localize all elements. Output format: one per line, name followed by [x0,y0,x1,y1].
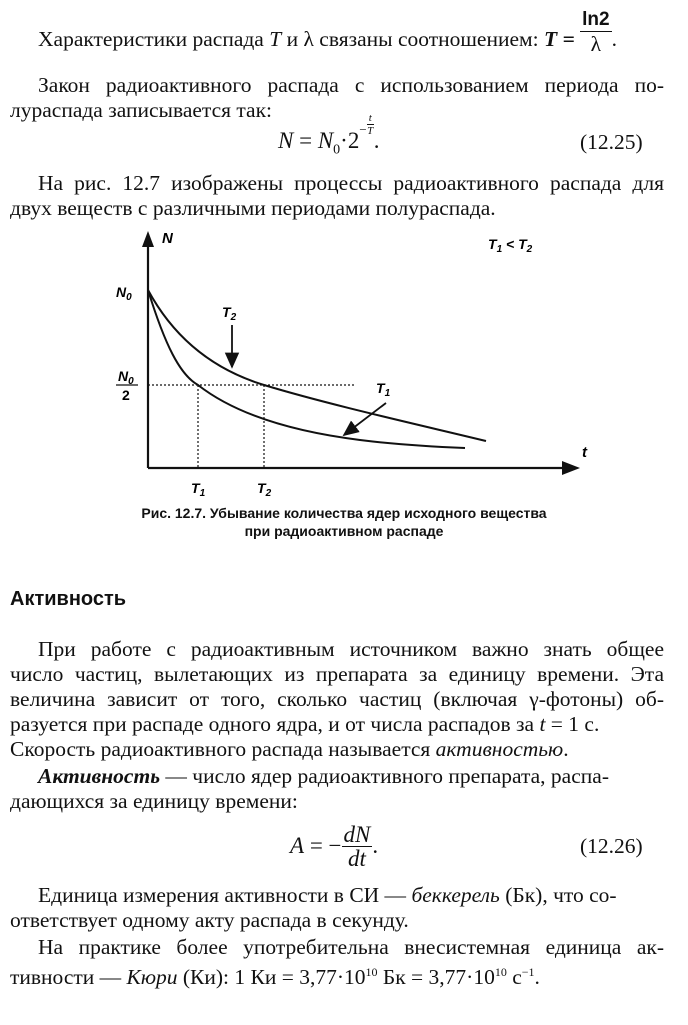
paragraph-activity-line5 [10,736,569,762]
equation-12-25 [278,112,380,164]
paragraph-law-line1: Закон радиоактивного распада с использованием периода по- [38,73,664,97]
x-axis-label: t [582,444,587,461]
text: Скорость радиоактивного распада называется [10,737,436,761]
text: . [563,737,569,761]
paragraph-becquerel-line1 [38,882,617,908]
paragraph-curie-line1: На практике более употребительна внесистемная единица ак- [38,935,664,959]
term-activity-bold: Активность [38,764,161,788]
text: тивности — [10,965,127,990]
text: Характеристики распада [38,27,270,51]
symbol-N: N [278,128,294,153]
text: (Ки): 1 Ки = 3,77·10 [177,965,366,990]
symbol-T: T [269,27,282,51]
paragraph-law-line2: лураспада записывается так: [10,98,273,122]
fraction-numerator: ln2 [582,8,610,30]
curve-label-t1: $T_1$ [376,380,391,399]
figure-caption-line2: при радиоактивном распаде [244,523,444,539]
period: . [372,832,379,858]
text: Единица измерения активности в СИ — [38,883,412,907]
paragraph-figure-intro-line2: двух веществ с различными периодами полураспада. [10,196,496,220]
period: . [611,27,617,51]
paragraph-activity-line4 [10,711,599,737]
fraction-denominator: dt [347,846,366,871]
fraction-denominator: λ [590,31,602,56]
n0-label: $N_0$ [116,284,132,303]
text: = 1 с. [545,712,600,736]
figure-caption-line1 [0,505,688,521]
figure-decay-curves [0,225,688,510]
equation-number-12-26: (12.26) [580,834,643,858]
exponent-minus: − [359,122,367,137]
superscript: 10 [494,965,507,979]
subscript-0: 0 [333,142,341,158]
equals-minus: = − [304,832,342,858]
symbol-A: A [290,832,305,858]
text: . [534,965,540,990]
term-becquerel: беккерель [411,883,500,907]
term-activity: активностью [435,737,564,761]
y-axis-arrow-icon [142,231,154,247]
paragraph-definition-line1 [38,763,609,789]
paragraph-activity-line2: число частиц, вылетающих из препарата за единицу времени. Эта [10,662,664,686]
paragraph-activity-line3: величина зависит от того, сколько частиц (включая γ-фотоны) об- [10,687,664,711]
paragraph-definition-line2: дающихся за единицу времени: [10,789,298,813]
decay-curve-t2 [148,290,486,441]
fraction-numerator: dN [343,822,371,847]
text: — число ядер радиоактивного препарата, распа- [160,764,609,788]
paragraph-activity-line1: При работе с радиоактивным источником важно знать общее [38,637,664,661]
dot-two: ·2 [340,128,360,153]
text: Бк = 3,77·10 [377,965,495,990]
curve-label-t2: $T_2$ [222,304,237,323]
text: связаны соотношением: [313,27,544,51]
text: и [281,27,304,51]
symbol-t: t [539,712,546,736]
superscript: −1 [521,965,535,979]
text: (Бк), что со- [499,883,617,907]
tick-label-t2: $T_2$ [257,480,272,499]
exponent-numerator: t [368,112,372,125]
paragraph-becquerel-line2: ответствует одному акту распада в секунду. [10,908,409,932]
paragraph-decay-relation [38,8,617,56]
tick-label-t1: $T_1$ [191,480,206,499]
symbol-lambda: λ [303,27,314,51]
equals: = [293,128,318,153]
section-heading: Активность [10,588,127,610]
half-label-denominator: 2 [122,387,130,403]
superscript: 10 [365,965,378,979]
symbol-N0: N [317,128,334,153]
caption-label: Рис. 12.7. [141,505,207,521]
fraction-dN-dt [342,824,373,871]
relation-label: $T_1 < T_2$ [488,236,533,255]
y-axis-label: N [162,230,173,247]
exponent-fraction [367,112,374,137]
exponent-denominator: T [367,125,374,138]
half-label-numerator: $N_0$ [118,368,134,387]
paragraph-curie-line2 [10,959,540,990]
fraction-ln2-lambda [580,9,611,56]
formula-lhs: T = [543,27,575,51]
caption-text: Убывание количества ядер исходного вещества [206,505,547,521]
equation-number-12-25: (12.25) [580,130,643,154]
text: разуется при распаде одного ядра, и от числа распадов за [10,712,540,736]
x-axis-arrow-icon [562,461,580,475]
term-curie: Кюри [126,965,178,990]
paragraph-figure-intro-line1: На рис. 12.7 изображены процессы радиоактивного распада для [38,171,664,195]
equation-12-26 [290,824,378,876]
period: . [373,128,380,153]
text: с [506,965,522,990]
